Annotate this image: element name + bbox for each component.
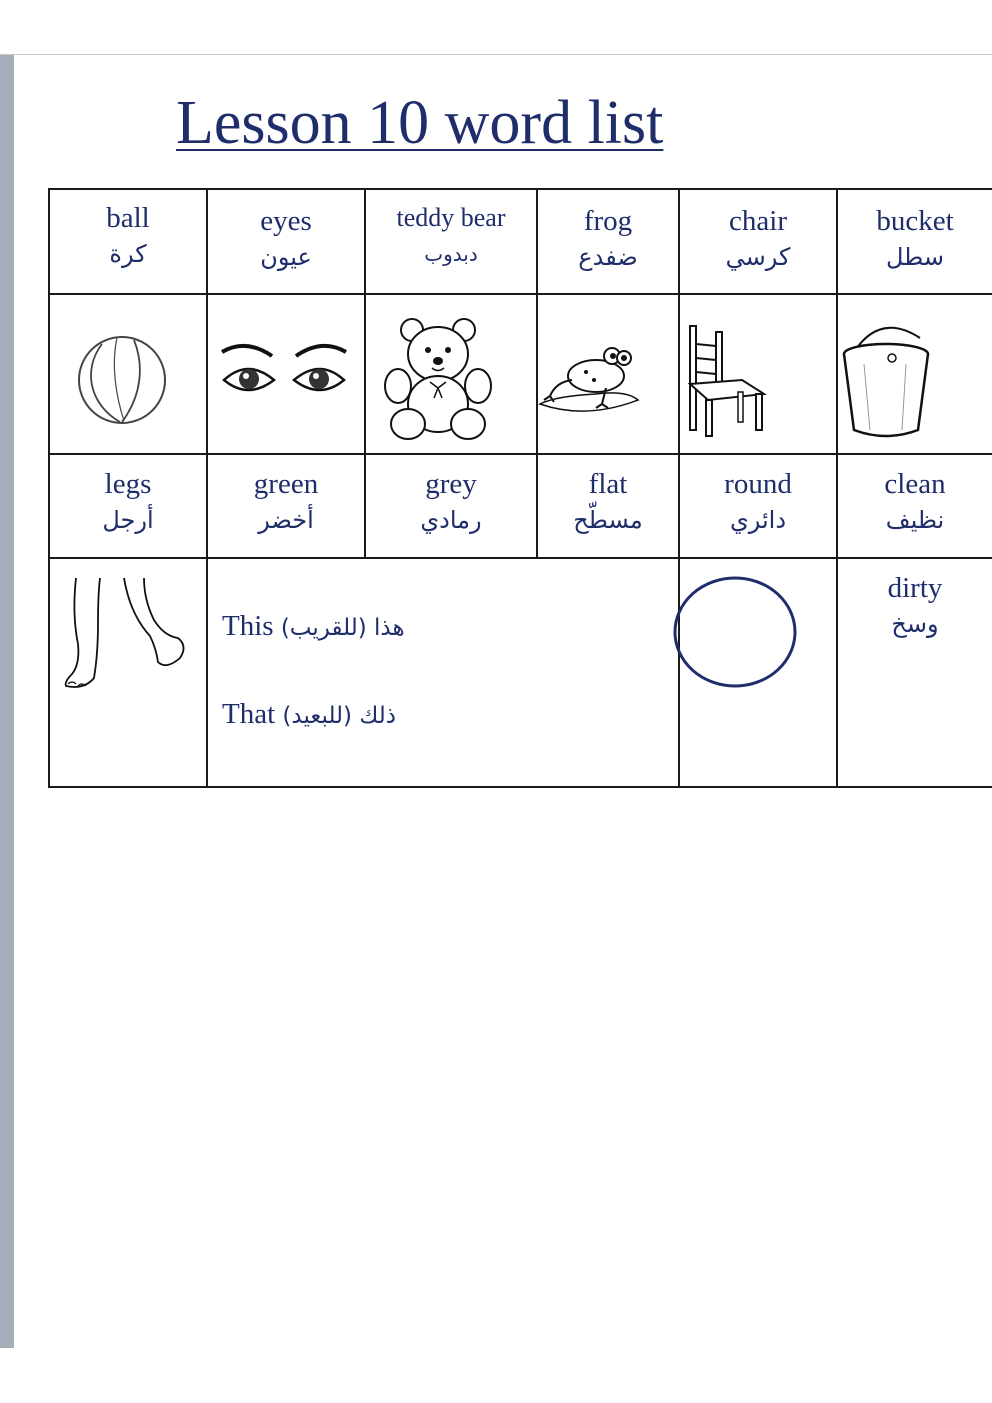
- phrase-that-ar: (ذلك (للبعيد: [282, 703, 396, 729]
- word-ar: أخضر: [258, 506, 314, 534]
- word-ar: مسطّح: [573, 506, 643, 534]
- word-en: ball: [106, 202, 150, 234]
- word-ar: أرجل: [102, 506, 154, 534]
- word-chair: [680, 203, 836, 275]
- word-en: frog: [583, 205, 633, 237]
- table-line: [48, 293, 992, 295]
- word-ar: عيون: [260, 243, 312, 271]
- table-line: [48, 557, 992, 559]
- word-bucket: [838, 203, 992, 275]
- word-grey: [366, 466, 536, 538]
- word-en: round: [724, 468, 792, 500]
- word-en: grey: [425, 468, 477, 500]
- word-eyes: [208, 203, 364, 275]
- word-ar: دائري: [729, 506, 787, 534]
- word-teddy-bear: [366, 200, 536, 272]
- word-en: teddy bear: [396, 203, 506, 232]
- word-en: clean: [884, 468, 946, 500]
- page-title: Lesson 10 word list: [176, 89, 664, 157]
- bucket-icon: [840, 318, 936, 442]
- word-en: chair: [729, 205, 787, 237]
- word-en: bucket: [876, 205, 954, 237]
- word-clean: [838, 466, 992, 538]
- phrase-this-ar: (هذا (للقريب: [280, 615, 405, 641]
- word-round: [680, 466, 836, 538]
- circle-icon: [672, 574, 798, 690]
- chair-icon: [684, 322, 770, 442]
- bottom-area: [0, 1348, 992, 1403]
- word-en: legs: [104, 468, 152, 500]
- phrase-that-en: That: [222, 698, 276, 730]
- word-green: [208, 466, 364, 538]
- word-en: green: [253, 468, 319, 500]
- word-ball: [50, 200, 206, 272]
- word-frog: [538, 203, 678, 275]
- word-ar: كرسي: [725, 243, 791, 271]
- word-ar: سطل: [886, 243, 944, 271]
- word-legs: [50, 466, 206, 538]
- phrase-that: [222, 698, 396, 731]
- teddy-bear-icon: [382, 316, 494, 442]
- legs-icon: [58, 574, 190, 694]
- ball-icon: [72, 330, 172, 430]
- phrase-this-en: This: [222, 610, 274, 642]
- word-ar: نظيف: [885, 506, 945, 534]
- word-ar: رمادي: [420, 506, 482, 534]
- word-flat: [538, 466, 678, 538]
- left-gutter: [0, 55, 14, 1348]
- word-ar: وسخ: [891, 610, 939, 638]
- word-dirty: [838, 570, 992, 642]
- table-line: [48, 453, 992, 455]
- frog-icon: [536, 338, 642, 424]
- word-en: flat: [588, 468, 628, 500]
- table-line: [48, 786, 992, 788]
- eyes-icon: [216, 340, 352, 410]
- table-line: [48, 188, 992, 190]
- word-en: eyes: [260, 205, 312, 237]
- phrase-this: [222, 610, 405, 643]
- word-ar: دبدوب: [424, 242, 478, 266]
- word-en: dirty: [887, 572, 943, 604]
- top-bar: [0, 0, 992, 55]
- word-ar: كرة: [109, 240, 147, 268]
- word-ar: ضفدع: [578, 243, 638, 271]
